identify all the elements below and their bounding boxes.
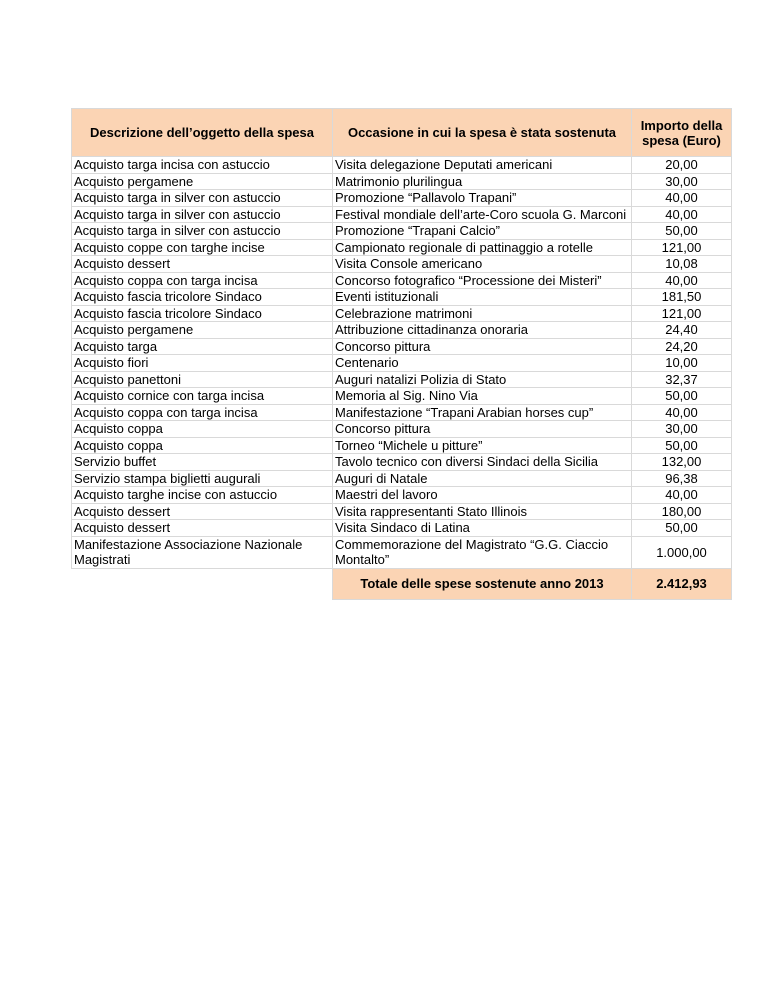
table-row — [72, 437, 732, 454]
amount-cell: 50,00 — [632, 223, 732, 240]
occasion-cell: Visita Sindaco di Latina — [333, 520, 632, 537]
amount-cell: 40,00 — [632, 190, 732, 207]
occasion-cell: Festival mondiale dell’arte-Coro scuola G. Marconi — [333, 206, 632, 223]
total-empty-cell — [72, 568, 333, 599]
total-label: Totale delle spese sostenute anno 2013 — [333, 568, 632, 599]
amount-cell: 40,00 — [632, 206, 732, 223]
table-row — [72, 157, 732, 174]
amount-cell: 180,00 — [632, 503, 732, 520]
amount-cell: 10,00 — [632, 355, 732, 372]
amount-cell: 50,00 — [632, 437, 732, 454]
occasion-cell: Visita rappresentanti Stato Illinois — [333, 503, 632, 520]
occasion-cell: Concorso fotografico “Processione dei Misteri” — [333, 272, 632, 289]
occasion-cell: Visita delegazione Deputati americani — [333, 157, 632, 174]
description-cell: Acquisto targhe incise con astuccio — [72, 487, 333, 504]
description-cell: Acquisto targa in silver con astuccio — [72, 223, 333, 240]
occasion-cell: Torneo “Michele u pitture” — [333, 437, 632, 454]
amount-cell: 1.000,00 — [632, 536, 732, 568]
table-row — [72, 305, 732, 322]
amount-cell: 181,50 — [632, 289, 732, 306]
table-row — [72, 371, 732, 388]
amount-cell: 24,20 — [632, 338, 732, 355]
occasion-cell: Maestri del lavoro — [333, 487, 632, 504]
table-row — [72, 206, 732, 223]
description-cell: Acquisto pergamene — [72, 322, 333, 339]
total-row — [72, 568, 732, 599]
description-cell: Acquisto targa in silver con astuccio — [72, 206, 333, 223]
table-row — [72, 454, 732, 471]
occasion-cell: Tavolo tecnico con diversi Sindaci della Sicilia — [333, 454, 632, 471]
table-row — [72, 470, 732, 487]
description-cell: Servizio stampa biglietti augurali — [72, 470, 333, 487]
table-row — [72, 272, 732, 289]
description-cell: Acquisto fascia tricolore Sindaco — [72, 305, 333, 322]
table-row — [72, 388, 732, 405]
amount-cell: 121,00 — [632, 305, 732, 322]
description-cell: Servizio buffet — [72, 454, 333, 471]
header-occasion: Occasione in cui la spesa è stata sostenuta — [333, 109, 632, 157]
occasion-cell: Promozione “Pallavolo Trapani” — [333, 190, 632, 207]
occasion-cell: Matrimonio plurilingua — [333, 173, 632, 190]
table-row — [72, 487, 732, 504]
occasion-cell: Centenario — [333, 355, 632, 372]
occasion-cell: Promozione “Trapani Calcio” — [333, 223, 632, 240]
table-row — [72, 289, 732, 306]
occasion-cell: Visita Console americano — [333, 256, 632, 273]
amount-cell: 40,00 — [632, 487, 732, 504]
description-cell: Acquisto targa in silver con astuccio — [72, 190, 333, 207]
description-cell: Acquisto cornice con targa incisa — [72, 388, 333, 405]
description-cell: Acquisto coppa con targa incisa — [72, 272, 333, 289]
amount-cell: 30,00 — [632, 421, 732, 438]
header-row — [72, 109, 732, 157]
description-cell: Acquisto dessert — [72, 256, 333, 273]
description-cell: Acquisto panettoni — [72, 371, 333, 388]
amount-cell: 32,37 — [632, 371, 732, 388]
occasion-cell: Concorso pittura — [333, 421, 632, 438]
amount-cell: 132,00 — [632, 454, 732, 471]
expenses-table — [71, 108, 732, 600]
amount-cell: 24,40 — [632, 322, 732, 339]
occasion-cell: Commemorazione del Magistrato “G.G. Ciaccio Montalto” — [333, 536, 632, 568]
table-row — [72, 239, 732, 256]
table-row — [72, 404, 732, 421]
occasion-cell: Memoria al Sig. Nino Via — [333, 388, 632, 405]
header-description: Descrizione dell’oggetto della spesa — [72, 109, 333, 157]
occasion-cell: Concorso pittura — [333, 338, 632, 355]
header-amount: Importo della spesa (Euro) — [632, 109, 732, 157]
occasion-cell: Auguri di Natale — [333, 470, 632, 487]
description-cell: Acquisto coppa — [72, 437, 333, 454]
amount-cell: 30,00 — [632, 173, 732, 190]
table-row — [72, 536, 732, 568]
amount-cell: 121,00 — [632, 239, 732, 256]
table-row — [72, 256, 732, 273]
table-row — [72, 355, 732, 372]
table-row — [72, 421, 732, 438]
occasion-cell: Auguri natalizi Polizia di Stato — [333, 371, 632, 388]
description-cell: Manifestazione Associazione Nazionale Magistrati — [72, 536, 333, 568]
description-cell: Acquisto dessert — [72, 503, 333, 520]
table-row — [72, 322, 732, 339]
occasion-cell: Celebrazione matrimoni — [333, 305, 632, 322]
description-cell: Acquisto coppe con targhe incise — [72, 239, 333, 256]
description-cell: Acquisto coppa con targa incisa — [72, 404, 333, 421]
table-row — [72, 338, 732, 355]
amount-cell: 50,00 — [632, 388, 732, 405]
occasion-cell: Campionato regionale di pattinaggio a rotelle — [333, 239, 632, 256]
amount-cell: 96,38 — [632, 470, 732, 487]
amount-cell: 10,08 — [632, 256, 732, 273]
description-cell: Acquisto fiori — [72, 355, 333, 372]
table-row — [72, 173, 732, 190]
occasion-cell: Attribuzione cittadinanza onoraria — [333, 322, 632, 339]
description-cell: Acquisto pergamene — [72, 173, 333, 190]
occasion-cell: Manifestazione “Trapani Arabian horses cup” — [333, 404, 632, 421]
description-cell: Acquisto targa — [72, 338, 333, 355]
description-cell: Acquisto fascia tricolore Sindaco — [72, 289, 333, 306]
table-row — [72, 223, 732, 240]
table-row — [72, 520, 732, 537]
description-cell: Acquisto dessert — [72, 520, 333, 537]
amount-cell: 40,00 — [632, 272, 732, 289]
total-value: 2.412,93 — [632, 568, 732, 599]
table-row — [72, 503, 732, 520]
occasion-cell: Eventi istituzionali — [333, 289, 632, 306]
table-row — [72, 190, 732, 207]
amount-cell: 50,00 — [632, 520, 732, 537]
amount-cell: 20,00 — [632, 157, 732, 174]
amount-cell: 40,00 — [632, 404, 732, 421]
description-cell: Acquisto coppa — [72, 421, 333, 438]
description-cell: Acquisto targa incisa con astuccio — [72, 157, 333, 174]
